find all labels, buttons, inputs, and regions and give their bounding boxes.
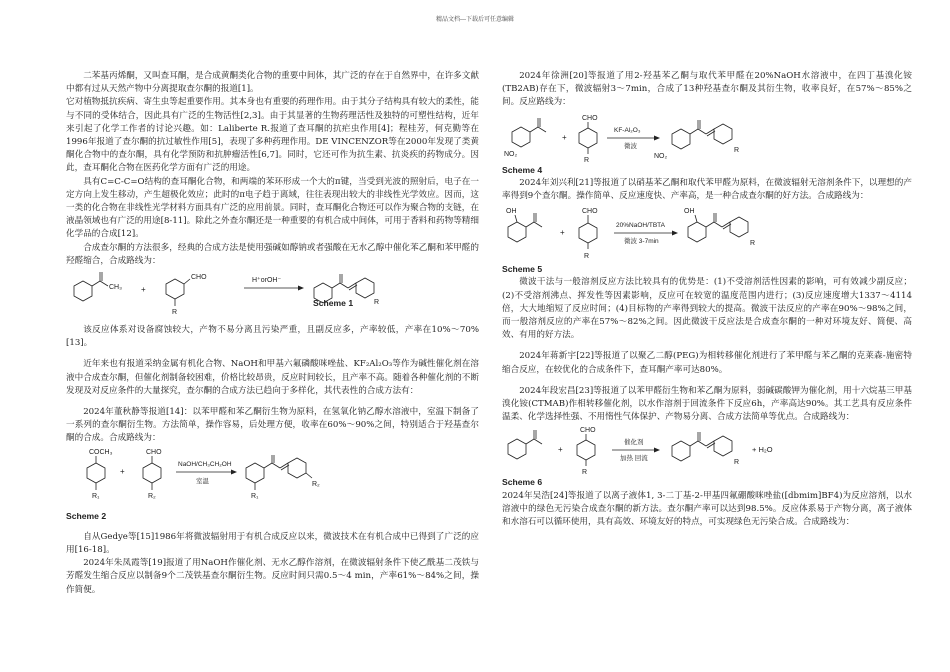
product-r2: R₂ bbox=[312, 480, 320, 488]
benzene-ring bbox=[577, 440, 595, 460]
scheme-4-drawing bbox=[502, 110, 912, 164]
benzene-ring bbox=[508, 439, 526, 459]
scheme-2 bbox=[66, 446, 479, 510]
aldehyde-label: CHO bbox=[191, 274, 207, 282]
scheme-6-label: Scheme 6 bbox=[502, 477, 543, 488]
byproduct-water: + H₂O bbox=[752, 445, 773, 455]
paragraph-duan-2024: 2024年段宏昌[23]等报道了以苯甲醛衍生物和苯乙酮为原料，弱碱碳酸钾为催化剂，用十六烷基三甲基溴化铵(CTMAB)作相转移催化剂，以水作溶剂于回流条件下反应6h，产率高达90%。其工艺具有反应条件温柔、化学选择性强、不用惰性气体保护、产物易分离、合成方法简单等优点。合成路线为： bbox=[502, 385, 912, 423]
paragraph-xu-2024: 2024年徐洲[20]等报道了用2-羟基苯乙酮与取代苯甲醛在20%NaOH水溶液中，在四丁基溴化铵(TB2AB)存在下，微波辐射3～7min，合成了13种羟基查尔酮及其衍生物，收率良好，在57%～85%之间。反应路线为： bbox=[502, 71, 912, 108]
condition-label: 微波 3-7min bbox=[624, 238, 659, 246]
product-nitro-label: NO₂ bbox=[654, 152, 668, 160]
paragraph-drawbacks: 该反应体系对设备腐蚀较大，产物不易分离且污染严重，且副反应多，产率较低，产率在10%～70%[13]。 bbox=[66, 325, 479, 349]
substituent-r1: R₁ bbox=[92, 492, 100, 500]
benzene-ring bbox=[714, 124, 732, 144]
benzene-ring bbox=[356, 278, 374, 298]
plus-sign: + bbox=[560, 228, 565, 238]
reagent-label: 20%NaOH/TBTA bbox=[616, 222, 666, 230]
benzene-ring bbox=[87, 463, 105, 483]
product-hydroxy-label: OH bbox=[684, 208, 695, 216]
paragraph-liu-2024: 2024年刘兴利[21]等报道了以硝基苯乙酮和取代苯甲醛为原料，在微波辐射无溶剂条件下，以理想的产率得到9个查尔酮。操作简单、反应速度快、产率高，是一种合成查尔酮的好方法。合成路线为： bbox=[502, 177, 912, 202]
paragraph-optics: 具有C=C-C=O结构的查耳酮化合物，和两端的苯环形成一个大的π键，当受到光波的照射后，电子在一定方向上发生移动，产生超极化效应；此时的π电子趋于离域，往往表现出较大的非线性光学效应。因而，这一类的化合物在非线性光学材料方面具有广泛的应用前景。同时，查耳酮化合物还可以作为聚合物的支链，在液晶领域也有广泛的用途[8-11]。除此之外查尔酮还是一种重要的有机合成中间体，可用于香料和药物等精细化学品的合成[12]。 bbox=[66, 176, 479, 240]
reagent-label: KF-Al₂O₃ bbox=[614, 126, 641, 134]
paragraph-wu-2024: 2024年吴浩[24]等报道了以离子液体1, 3-二丁基-2-甲基四氟硼酸咪唑盐([dbmim]BF4)为反应溶剂，以水溶液中的绿色无污染合成查尔酮的新方法。查尔酮产率可以达到98.5%。反应体系易于产物分离，离子液体和水溶石可以循环使用，具有高效、环境友好的特点，可实现绿色无污染合成。合成路线为： bbox=[502, 490, 912, 528]
nitro-label: NO₂ bbox=[504, 150, 518, 158]
left-column bbox=[66, 70, 479, 597]
hydroxy-label: OH bbox=[506, 208, 517, 216]
paragraph-bioactivity: 它对植物抵抗疾病、寄生虫等起重要作用。其本身也有重要的药理作用。由于其分子结构具有较大的柔性，能与不同的受体结合，因此具有广泛的生物活性[2,3]。由于其显著的生物药理活性及独特的可塑性结构，近年来引起了化学工作者的讨论兴趣。如：Laliberte R.报道了查耳酮的抗疟虫作用[4]；程桂芳，何克勤等在1996年报道了查尔酮的抗过敏性作用[5]，表现了多种药理作用。DE VINCENZOR等在2000年发现了类黄酮化合物中的查尔酮，具有化学预防和抗肿瘤活性[6,7]。同时，它还可作为抗生素、抗炎疾的药物成分。因此，查耳酮化合物在医药化学方面有广泛的用途。 bbox=[66, 97, 479, 174]
paragraph-intro: 二苯基丙烯酮，又叫查耳酮，是合成黄酮类化合物的重要中间体，其广泛的存在于自然界中，在许多文献中都有过从天然产物中分离提取查尔酮的报道[1]。 bbox=[66, 71, 479, 95]
condition-label: 加热 回流 bbox=[620, 455, 648, 463]
benzene-ring bbox=[246, 463, 264, 483]
product-r: R bbox=[734, 146, 740, 154]
plus-sign: + bbox=[141, 285, 146, 295]
benzene-ring bbox=[74, 281, 92, 301]
product-r1: R₁ bbox=[251, 492, 259, 500]
scheme-4 bbox=[502, 110, 912, 164]
aldehyde-label: CHO bbox=[582, 114, 598, 122]
substituent-r: R bbox=[584, 253, 590, 261]
benzene-ring bbox=[672, 441, 690, 461]
aldehyde-label: CHO bbox=[146, 448, 162, 456]
benzene-ring bbox=[166, 279, 184, 299]
benzene-ring bbox=[688, 222, 706, 242]
plus-sign: + bbox=[120, 466, 125, 476]
reagent-label: NaOH/CH₃CH₂OH bbox=[178, 460, 232, 468]
substituent-r: R bbox=[172, 309, 178, 317]
substituent-r2: R₂ bbox=[148, 492, 156, 500]
right-column bbox=[502, 70, 912, 529]
paragraph-catalysts: 近年来也有报道采纳金属有机化合物、NaOH和甲基六氟磷酸咪唑盐、KF₂Al₂O₃等作为碱性催化剂在溶液中合成查尔酮，但催化剂制备较困难，价格比较昂贵，反应时间较长，且产率不高。随着各种催化剂的不断发现及对反应条件的大量探究，查尔酮的合成方法已趋向于多样化，其代表性的合成方法有： bbox=[66, 359, 479, 396]
benzene-ring bbox=[672, 129, 690, 149]
scheme-4-label: Scheme 4 bbox=[502, 164, 543, 175]
scheme-6 bbox=[502, 424, 912, 476]
scheme-2-label: Scheme 2 bbox=[66, 510, 107, 521]
methyl-label: CH₃ bbox=[109, 284, 122, 292]
paragraph-zhu-2024: 2024年朱凤霞等[19]报道了用NaOH作催化剂、无水乙醇作溶剂，在微波辐射条件下使乙酰基二茂铁与芳醛发生缩合反应以制备9个二茂铁基查尔酮衍生物。反应时间只需0.5～4 min，产率61%～84%之间，操作简便。 bbox=[66, 558, 479, 595]
scheme-5-drawing bbox=[502, 203, 912, 263]
substituent-r: R bbox=[582, 469, 588, 477]
aldehyde-label: CHO bbox=[582, 208, 598, 216]
scheme-6-drawing bbox=[502, 424, 912, 476]
scheme-5 bbox=[502, 203, 912, 263]
scheme-1-label: Scheme 1 bbox=[313, 298, 354, 309]
benzene-ring bbox=[579, 223, 597, 243]
aldehyde-label: CHO bbox=[580, 427, 596, 435]
benzene-ring bbox=[288, 458, 306, 478]
scheme-5-label: Scheme 5 bbox=[502, 264, 543, 275]
scheme-2-drawing bbox=[66, 446, 479, 510]
product-r: R bbox=[750, 240, 756, 248]
paragraph-dong-2024: 2024年董秋静等报道[14]：以苯甲醛和苯乙酮衍生物为原料，在氢氧化钠乙醇水溶液中，室温下制备了一系列的查尔酮衍生物。方法简单，操作容易，后处理方便，收率在60%～90%之间，特别适合于羟基查尔酮的合成。合成路线为： bbox=[66, 407, 479, 444]
benzene-ring bbox=[512, 127, 530, 147]
scheme-1 bbox=[66, 268, 479, 320]
condition-label: 微波 bbox=[624, 142, 637, 150]
substituent-r-product: R bbox=[374, 299, 380, 307]
paragraph-jiang-2024: 2024年蒋新宇[22]等报道了以聚乙二醇(PEG)为相转移催化剂进行了苯甲醛与苯乙酮的克莱森-施密特缩合反应，在较优化的合成条件下，查耳酮产率可达80%。 bbox=[502, 351, 912, 375]
plus-sign: + bbox=[558, 445, 563, 455]
paragraph-microwave-advantages: 微波干法与一般溶剂反应方法比较具有的优势是：(1)不受溶剂活性因素的影响，可有效减少副反应；(2)不受溶剂沸点、挥发性等因素影响，反应可在较宽的温度范围内进行；(3)反应速度增大1337～4114倍，大大地缩短了反应时间；(4)目标物的产率得到较大的提高。微波干法反应的产率在90%～98%之间，而一般溶剂反应的产率在57%～82%之间。因此微波干反应法是合成查尔酮的一种对环境友好、简便、高效、有用的好方法。 bbox=[502, 277, 912, 341]
paragraph-gedye: 自从Gedye等[15]1986年将微波辐射用于有机合成反应以来，微波技术在有机合成中已得到了广泛的应用[16-18]。 bbox=[66, 531, 479, 556]
benzene-ring bbox=[508, 222, 526, 242]
benzene-ring bbox=[714, 436, 732, 456]
substituent-r: R bbox=[584, 156, 590, 164]
condition-label: 室温 bbox=[196, 477, 209, 485]
reagent-label: H⁺orOH⁻ bbox=[252, 277, 282, 285]
plus-sign: + bbox=[562, 132, 567, 142]
scheme-1-drawing bbox=[66, 268, 479, 320]
acetyl-label: COCH₃ bbox=[89, 448, 113, 456]
benzene-ring bbox=[579, 128, 597, 148]
benzene-ring bbox=[143, 463, 161, 483]
page-header: 精品文档---下载后可任意编辑 bbox=[435, 16, 515, 23]
reagent-label: 催化剂 bbox=[624, 439, 644, 447]
product-r: R bbox=[734, 459, 740, 467]
benzene-ring bbox=[730, 217, 748, 237]
paragraph-classic-method: 合成查尔酮的方法很多，经典的合成方法是使用强碱如醇钠或者强酸在无水乙醇中催化苯乙酮和苯甲醛的羟醛缩合，合成路线为： bbox=[66, 242, 479, 266]
